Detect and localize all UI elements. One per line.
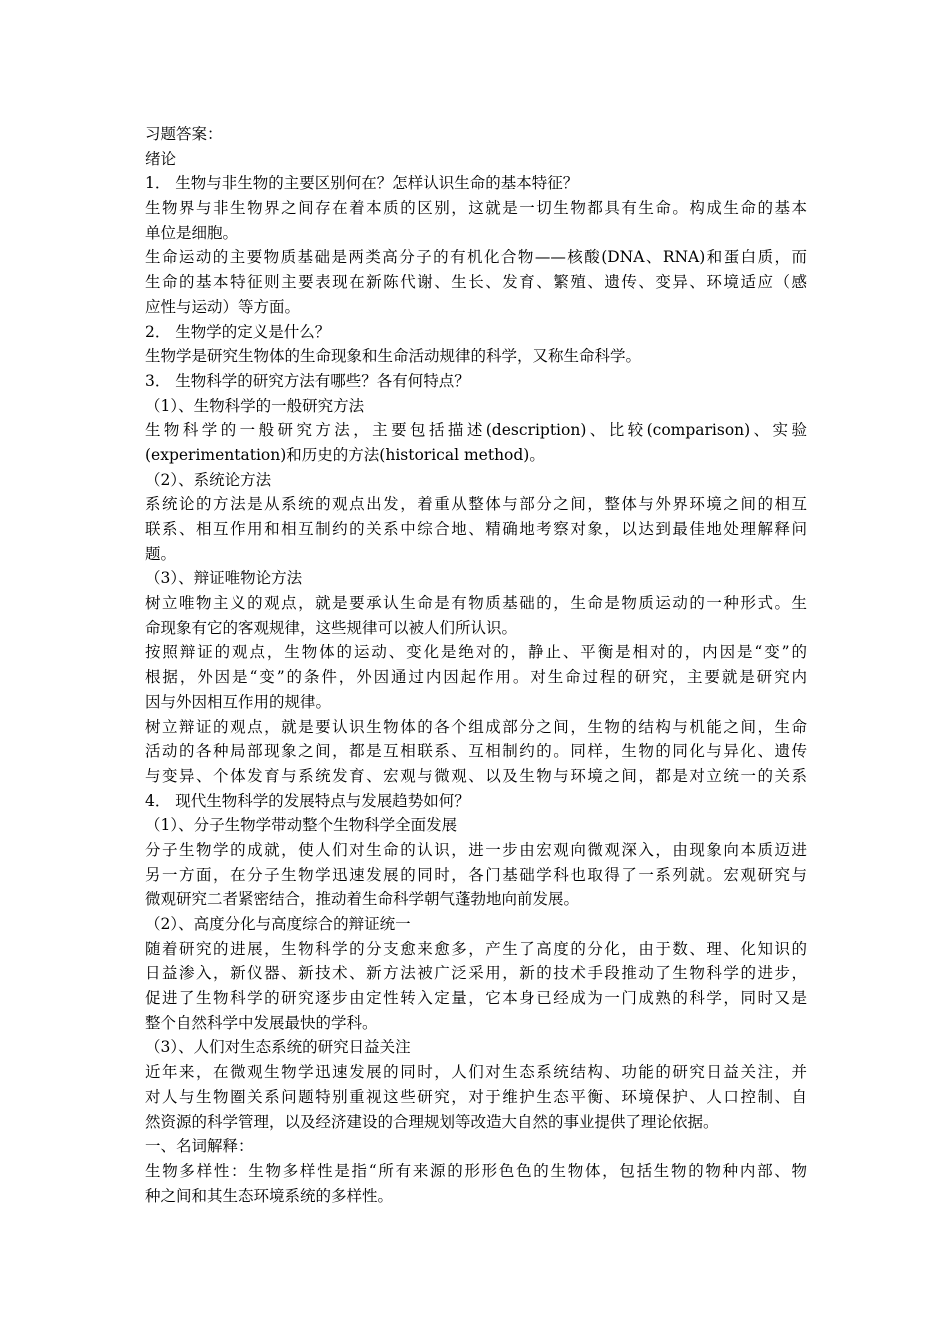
answer-4-3-line-2: 对人与生物圈关系问题特别重视这些研究，对于维护生态平衡、环境保护、人口控制、自 xyxy=(145,1087,807,1106)
answer-3-3-line-3: 按照辩证的观点，生物体的运动、变化是绝对的，静止、平衡是相对的，内因是“变”的 xyxy=(145,643,807,662)
subheading-4-3: （3）、人们对生态系统的研究日益关注 xyxy=(145,1038,411,1057)
answer-3-3-line-7: 活动的各种局部现象之间，都是互相联系、互相制约的。同样，生物的同化与异化、遗传 xyxy=(145,742,807,761)
answer-1-line-3: 生命运动的主要物质基础是两类高分子的有机化合物——核酸(DNA、RNA)和蛋白质，而 xyxy=(145,248,807,267)
answer-4-2-line-2: 日益渗入，新仪器、新技术、新方法被广泛采用，新的技术手段推动了生物科学的进步， xyxy=(145,964,807,983)
answer-4-2-line-3: 促进了生物科学的研究逐步由定性转入定量，它本身已经成为一门成熟的科学，同时又是 xyxy=(145,989,807,1008)
answer-3-3-line-4: 根据，外因是“变”的条件，外因通过内因起作用。对生命过程的研究，主要就是研究内 xyxy=(145,668,807,687)
document-body xyxy=(145,122,807,1208)
term-biodiversity-line-2: 种之间和其生态环境系统的多样性。 xyxy=(145,1186,394,1205)
answer-3-3-line-2: 命现象有它的客观规律，这些规律可以被人们所认识。 xyxy=(145,618,518,637)
answer-3-2-line-3: 题。 xyxy=(145,544,177,563)
answer-4-3-line-3: 然资源的科学管理，以及经济建设的合理规划等改造大自然的事业提供了理论依据。 xyxy=(145,1112,719,1131)
answer-3-1-line-1: 生物科学的一般研究方法，主要包括描述(description)、比较(comparison)、实验 xyxy=(145,421,807,440)
answer-3-3-line-5: 因与外因相互作用的规律。 xyxy=(145,692,332,711)
answer-1-line-4: 生命的基本特征则主要表现在新陈代谢、生长、发育、繁殖、遗传、变异、环境适应（感 xyxy=(145,273,807,292)
answer-4-3-line-1: 近年来，在微观生物学迅速发展的同时，人们对生态系统结构、功能的研究日益关注，并 xyxy=(145,1063,807,1082)
answer-3-1-line-2: (experimentation)和历史的方法(historical method)。 xyxy=(145,445,545,464)
answer-3-3-line-1: 树立唯物主义的观点，就是要承认生命是有物质基础的，生命是物质运动的一种形式。生 xyxy=(145,594,807,613)
answer-1-line-5: 应性与运动）等方面。 xyxy=(145,297,301,316)
section-terms-heading: 一、名词解释： xyxy=(145,1137,254,1156)
answer-4-2-line-4: 整个自然科学中发展最快的学科。 xyxy=(145,1013,378,1032)
question-3: 3． 生物科学的研究方法有哪些？各有何特点？ xyxy=(145,371,470,390)
answer-3-2-line-2: 联系、相互作用和相互制约的关系中综合地、精确地考察对象，以达到最佳地处理解释问 xyxy=(145,520,807,538)
heading-answers: 习题答案： xyxy=(145,125,223,143)
subheading-4-2: （2）、高度分化与高度综合的辩证统一 xyxy=(145,915,411,933)
answer-4-1-line-3: 微观研究二者紧密结合，推动着生命科学朝气蓬勃地向前发展。 xyxy=(145,890,580,909)
question-4: 4． 现代生物科学的发展特点与发展趋势如何？ xyxy=(145,791,470,810)
answer-4-1-line-2: 另一方面，在分子生物学迅速发展的同时，各门基础学科也取得了一系列就。宏观研究与 xyxy=(145,865,807,884)
answer-1-line-2: 单位是细胞。 xyxy=(145,223,239,242)
answer-3-3-line-8: 与变异、个体发育与系统发育、宏观与微观、以及生物与环境之间，都是对立统一的关系 xyxy=(145,766,807,785)
subheading-3-2: （2）、系统论方法 xyxy=(145,470,272,489)
term-biodiversity-line-1: 生物多样性：生物多样性是指“所有来源的形形色色的生物体，包括生物的物种内部、物 xyxy=(145,1161,807,1180)
subheading-4-1: （1）、分子生物学带动整个生物科学全面发展 xyxy=(145,816,458,835)
answer-1-line-1: 生物界与非生物界之间存在着本质的区别，这就是一切生物都具有生命。构成生命的基本 xyxy=(145,199,807,218)
answer-4-1-line-1: 分子生物学的成就，使人们对生命的认识，进一步由宏观向微观深入，由现象向本质迈进 xyxy=(145,840,807,859)
subheading-3-1: （1）、生物科学的一般研究方法 xyxy=(145,396,365,415)
answer-4-2-line-1: 随着研究的进展，生物科学的分支愈来愈多，产生了高度的分化，由于数、理、化知识的 xyxy=(145,939,807,958)
heading-introduction: 绪论 xyxy=(145,149,177,168)
question-2: 2． 生物学的定义是什么？ xyxy=(145,322,331,341)
answer-3-3-line-6: 树立辩证的观点，就是要认识生物体的各个组成部分之间，生物的结构与机能之间，生命 xyxy=(145,717,807,736)
answer-2-line-1: 生物学是研究生物体的生命现象和生命活动规律的科学，又称生命科学。 xyxy=(145,347,642,366)
question-1: 1． 生物与非生物的主要区别何在？怎样认识生命的基本特征？ xyxy=(145,174,579,193)
subheading-3-3: （3）、辩证唯物论方法 xyxy=(145,569,303,588)
answer-3-2-line-1: 系统论的方法是从系统的观点出发，着重从整体与部分之间，整体与外界环境之间的相互 xyxy=(145,495,807,514)
